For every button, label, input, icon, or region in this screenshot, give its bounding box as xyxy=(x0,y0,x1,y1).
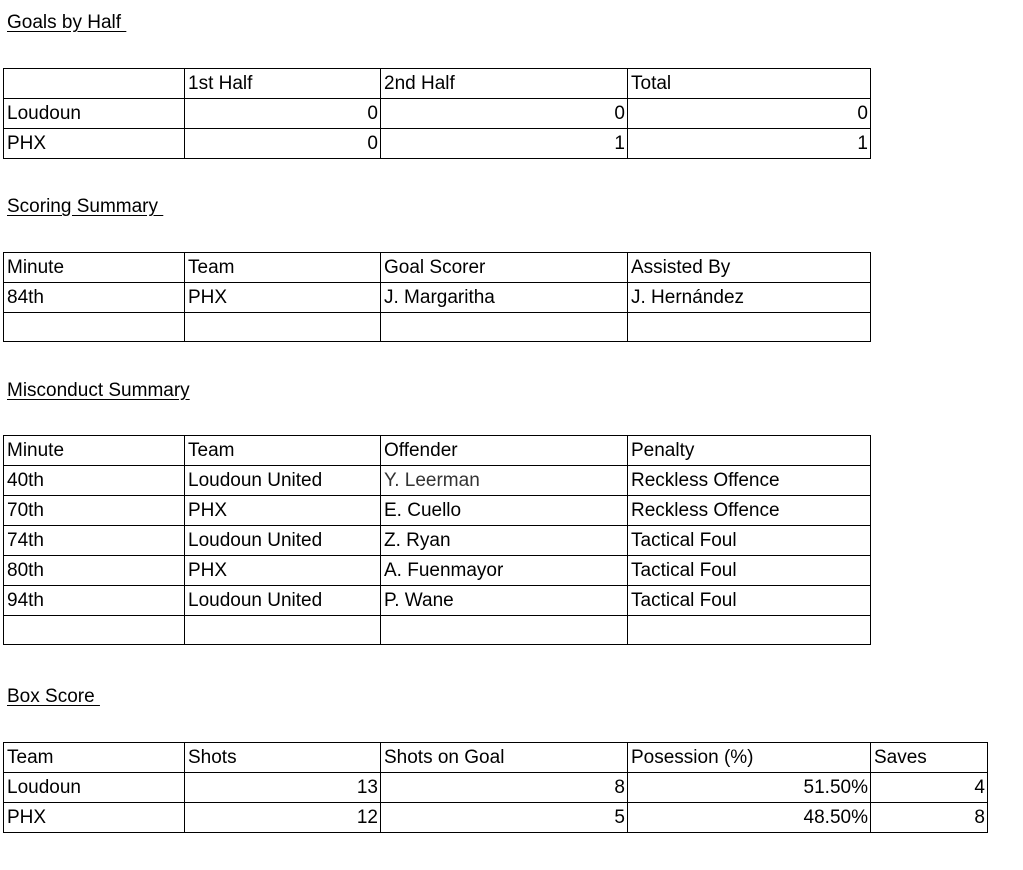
shots-cell: 13 xyxy=(185,773,381,803)
assisted-by-cell: J. Hernández xyxy=(628,283,871,313)
penalty-cell: Reckless Offence xyxy=(628,466,871,496)
possession-cell: 48.50% xyxy=(628,803,871,833)
header-cell xyxy=(4,69,185,99)
possession-cell: 51.50% xyxy=(628,773,871,803)
header-cell: 1st Half xyxy=(185,69,381,99)
team-cell: Loudoun United xyxy=(185,466,381,496)
header-cell: Goal Scorer xyxy=(381,253,628,283)
offender-cell: Z. Ryan xyxy=(381,526,628,556)
saves-cell: 8 xyxy=(871,803,988,833)
table-row xyxy=(4,803,988,833)
minute-cell: 74th xyxy=(4,526,185,556)
header-cell: Shots xyxy=(185,743,381,773)
header-cell: Saves xyxy=(871,743,988,773)
header-cell: Penalty xyxy=(628,436,871,466)
header-cell: Minute xyxy=(4,436,185,466)
team-cell xyxy=(185,616,381,645)
team-cell: PHX xyxy=(185,283,381,313)
team-cell: PHX xyxy=(4,803,185,833)
second-half-cell: 0 xyxy=(381,99,628,129)
penalty-cell: Tactical Foul xyxy=(628,526,871,556)
header-cell: Offender xyxy=(381,436,628,466)
team-cell: Loudoun United xyxy=(185,586,381,616)
scoring-summary-title: Scoring Summary xyxy=(7,196,164,217)
shots-on-goal-cell: 5 xyxy=(381,803,628,833)
team-cell: Loudoun xyxy=(4,773,185,803)
table-header-row xyxy=(4,69,871,99)
offender-cell: Y. Leerman xyxy=(381,466,628,496)
team-cell: Loudoun xyxy=(4,99,185,129)
minute-cell: 40th xyxy=(4,466,185,496)
box-score-table xyxy=(3,742,988,833)
header-cell: Total xyxy=(628,69,871,99)
table-row xyxy=(4,773,988,803)
table-header-row xyxy=(4,253,871,283)
table-row xyxy=(4,526,871,556)
minute-cell xyxy=(4,313,185,342)
team-cell: Loudoun United xyxy=(185,526,381,556)
header-cell: Team xyxy=(4,743,185,773)
team-cell: PHX xyxy=(185,496,381,526)
scoring-summary-table xyxy=(3,252,871,342)
offender-cell: E. Cuello xyxy=(381,496,628,526)
header-cell: Shots on Goal xyxy=(381,743,628,773)
table-row xyxy=(4,466,871,496)
misconduct-summary-title: Misconduct Summary xyxy=(7,380,190,401)
table-header-row xyxy=(4,436,871,466)
header-cell: Team xyxy=(185,253,381,283)
goals-by-half-title: Goals by Half xyxy=(7,12,127,33)
misconduct-summary-table xyxy=(3,435,871,645)
table-row xyxy=(4,556,871,586)
second-half-cell: 1 xyxy=(381,129,628,159)
header-cell: 2nd Half xyxy=(381,69,628,99)
table-row xyxy=(4,99,871,129)
table-row xyxy=(4,129,871,159)
offender-cell: P. Wane xyxy=(381,586,628,616)
shots-on-goal-cell: 8 xyxy=(381,773,628,803)
penalty-cell: Tactical Foul xyxy=(628,556,871,586)
assisted-by-cell xyxy=(628,313,871,342)
shots-cell: 12 xyxy=(185,803,381,833)
penalty-cell xyxy=(628,616,871,645)
first-half-cell: 0 xyxy=(185,99,381,129)
goals-by-half-table xyxy=(3,68,871,159)
header-cell: Posession (%) xyxy=(628,743,871,773)
minute-cell: 84th xyxy=(4,283,185,313)
table-row xyxy=(4,616,871,645)
table-header-row xyxy=(4,743,988,773)
table-row xyxy=(4,496,871,526)
total-cell: 0 xyxy=(628,99,871,129)
team-cell: PHX xyxy=(185,556,381,586)
header-cell: Team xyxy=(185,436,381,466)
offender-cell xyxy=(381,616,628,645)
table-row xyxy=(4,283,871,313)
table-row xyxy=(4,313,871,342)
team-cell: PHX xyxy=(4,129,185,159)
table-row xyxy=(4,586,871,616)
saves-cell: 4 xyxy=(871,773,988,803)
offender-cell: A. Fuenmayor xyxy=(381,556,628,586)
goal-scorer-cell: J. Margaritha xyxy=(381,283,628,313)
minute-cell xyxy=(4,616,185,645)
minute-cell: 80th xyxy=(4,556,185,586)
first-half-cell: 0 xyxy=(185,129,381,159)
minute-cell: 70th xyxy=(4,496,185,526)
box-score-title: Box Score xyxy=(7,686,100,707)
minute-cell: 94th xyxy=(4,586,185,616)
penalty-cell: Tactical Foul xyxy=(628,586,871,616)
header-cell: Minute xyxy=(4,253,185,283)
penalty-cell: Reckless Offence xyxy=(628,496,871,526)
header-cell: Assisted By xyxy=(628,253,871,283)
team-cell xyxy=(185,313,381,342)
goal-scorer-cell xyxy=(381,313,628,342)
total-cell: 1 xyxy=(628,129,871,159)
